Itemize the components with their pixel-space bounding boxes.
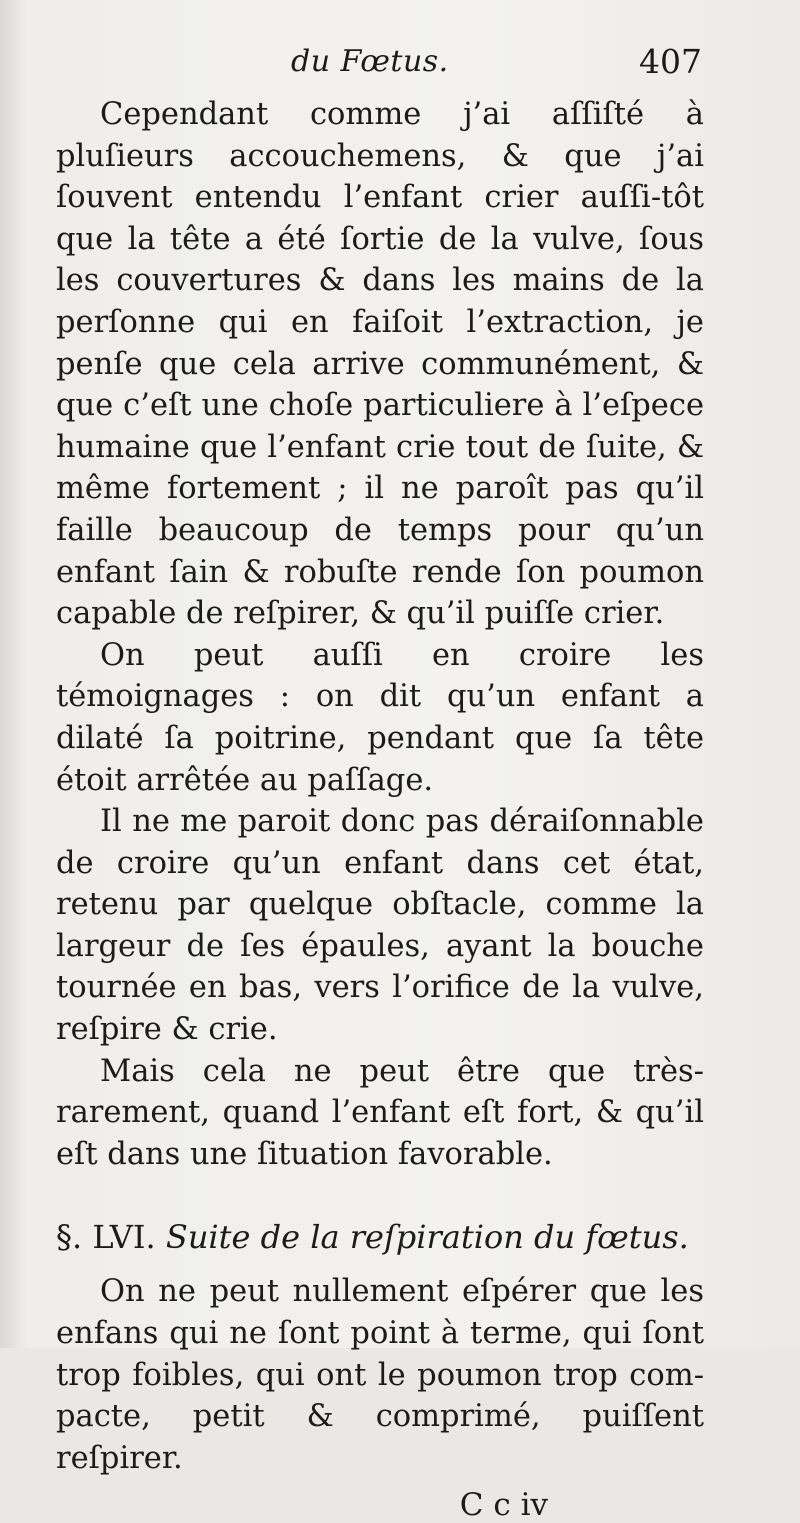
signature-mark: C c iv [459,1487,548,1523]
paragraph-3: Il ne me paroit donc pas déraiſonnable de croire qu’un enfant dans cet état, retenu par quelque obſtacle, comme la largeur de ſes épaules, ayant la bouche tournée en bas, vers l’orifice de la vulve, reſpire & crie. [56,804,704,1048]
section-paragraph-1: On ne peut nullement eſpérer que les enfans qui ne ſont point à terme, qui ſont trop foibles, qui ont le poumon trop compacte, petit & comprimé, puiſſent reſpirer. [56,1274,704,1476]
page-header [56,40,704,94]
section-number: §. LVI. [56,1218,156,1257]
section-heading [56,1215,704,1259]
body-text [56,94,704,1479]
section-title: Suite de la reſpiration du fœtus. [165,1218,689,1257]
paragraph-2: On peut auſſi en croire les témoignages : on dit qu’un enfant a dilaté ſa poitrine, pendant que ſa tête étoit arrêtée au paſſage. [56,637,704,798]
running-head: du Fœtus. [291,44,449,79]
paragraph-4: Mais cela ne peut être que très-rarement, quand l’enfant eſt fort, & qu’il eſt dans une ſituation favorable. [56,1053,704,1172]
page-number: 407 [639,42,702,81]
paragraph-1: Cependant comme j’ai aſſiſté à pluſieurs accouchemens, & que j’ai ſouvent entendu l’enfant crier auſſi-tôt que la tête a été ſortie de la vulve, ſous les couvertures & dans les mains de la perſonne qui en faiſoit l’extraction, je penſe que cela arrive communément, & que c’eſt une choſe particuliere à l’eſpece humaine que l’enfant crie tout de ſuite, & même fortement ; il ne paroît pas qu’il faille beaucoup de temps pour qu’un enfant ſain & robuſte rende ſon poumon capable de reſpirer, & qu’il puiſſe crier. [56,97,704,632]
